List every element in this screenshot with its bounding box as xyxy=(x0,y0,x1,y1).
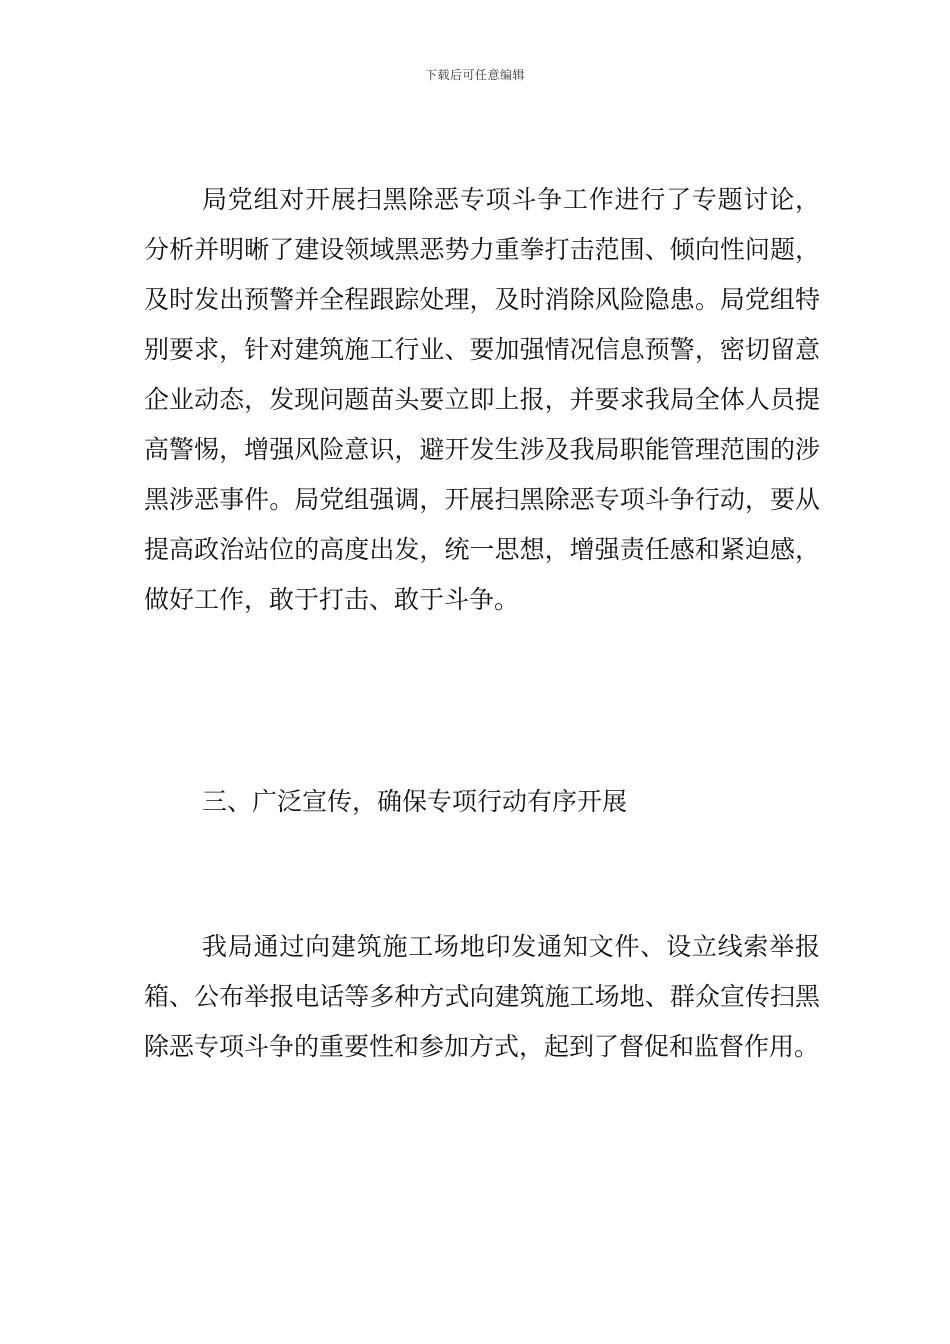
section-heading: 三、广泛宣传，确保专项行动有序开展 xyxy=(202,787,628,816)
body-paragraph-1: 局党组对开展扫黑除恶专项斗争工作进行了专题讨论，分析并明晰了建设领域黑恶势力重拳打击范围、倾向性问题，及时发出预警并全程跟踪处理，及时消除风险隐患。局党组特别要求，针对建筑施工行业、要加强情况信息预警，密切留意企业动态，发现问题苗头要立即上报，并要求我局全体人员提高警惕，增强风险意识，避开发生涉及我局职能管理范围的涉黑涉恶事件。局党组强调，开展扫黑除恶专项斗争行动，要从提高政治站位的高度出发，统一思想，增强责任感和紧迫感，做好工作，敢于打击、敢于斗争。 xyxy=(144,185,820,614)
header-note: 下载后可任意编辑 xyxy=(424,68,525,82)
body-paragraph-2: 我局通过向建筑施工场地印发通知文件、设立线索举报箱、公布举报电话等多种方式向建筑施工场地、群众宣传扫黑除恶专项斗争的重要性和参加方式，起到了督促和监督作用。 xyxy=(144,932,820,1061)
